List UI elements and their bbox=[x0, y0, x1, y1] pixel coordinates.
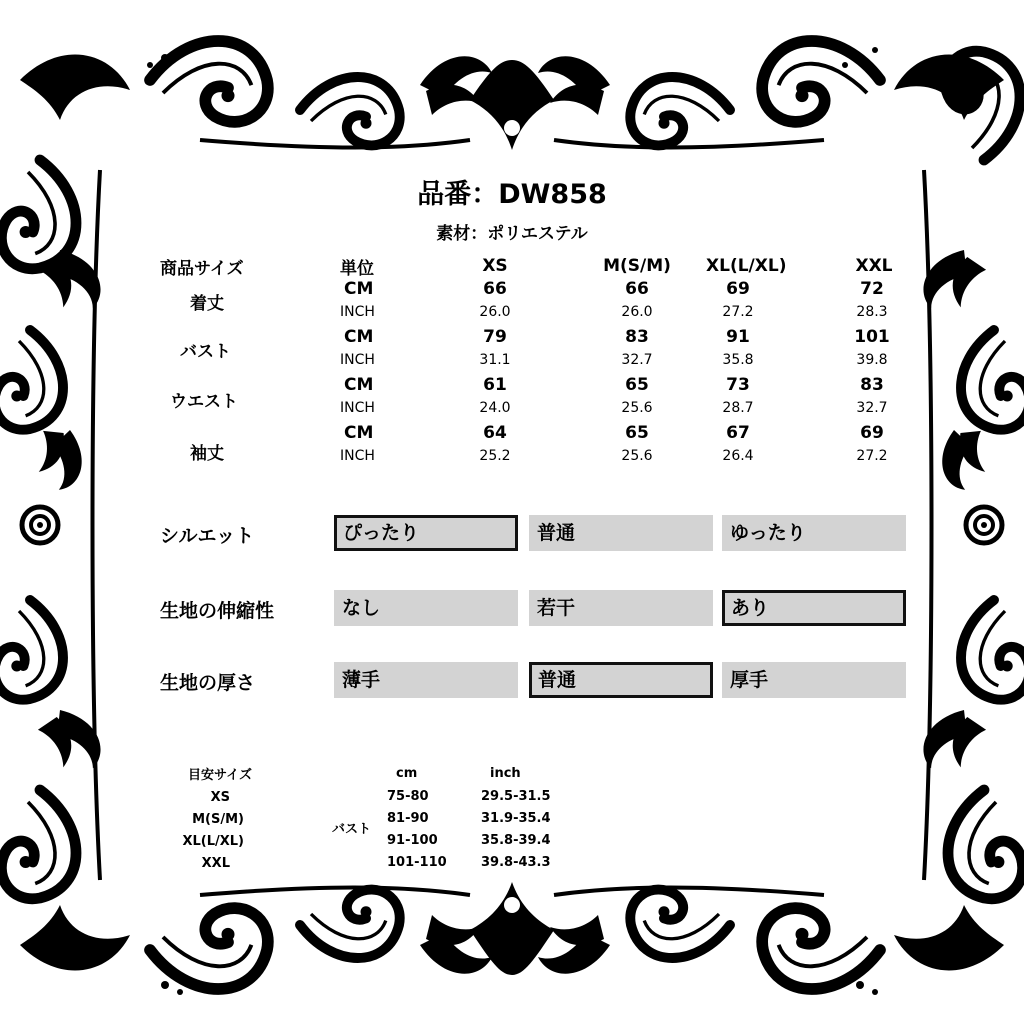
size-header-xs: XS bbox=[482, 256, 508, 276]
cell-value: 61 bbox=[483, 375, 507, 395]
cell-value: 101 bbox=[854, 327, 890, 347]
cell-value: 28.7 bbox=[722, 400, 754, 416]
cell-value: 66 bbox=[625, 279, 649, 299]
unit-cm: CM bbox=[344, 279, 374, 299]
size-guide-inch: 29.5-31.5 bbox=[481, 789, 551, 804]
row-label-waist: ウエスト bbox=[170, 392, 238, 412]
cell-value: 25.6 bbox=[621, 400, 653, 416]
cell-value: 27.2 bbox=[856, 448, 888, 464]
size-guide-cm-header: cm bbox=[396, 766, 418, 781]
size-guide-cm: 75-80 bbox=[387, 789, 429, 804]
cell-value: 64 bbox=[483, 423, 507, 443]
size-header-m: M(S/M) bbox=[603, 256, 671, 276]
cell-value: 67 bbox=[726, 423, 750, 443]
size-guide-inch-header: inch bbox=[490, 766, 521, 781]
size-guide-cm: 101-110 bbox=[387, 855, 447, 870]
size-guide-size: M(S/M) bbox=[192, 812, 244, 827]
size-guide-inch: 31.9-35.4 bbox=[481, 811, 551, 826]
cell-value: 25.2 bbox=[479, 448, 511, 464]
cell-value: 27.2 bbox=[722, 304, 754, 320]
cell-value: 69 bbox=[726, 279, 750, 299]
cell-value: 66 bbox=[483, 279, 507, 299]
cell-value: 25.6 bbox=[621, 448, 653, 464]
feature-label-thickness: 生地の厚さ bbox=[160, 672, 256, 694]
cell-value: 24.0 bbox=[479, 400, 511, 416]
material-text: 素材：ポリエステル bbox=[436, 224, 588, 244]
unit-cm: CM bbox=[344, 423, 374, 443]
row-label-length: 着丈 bbox=[190, 294, 224, 314]
option-fitted: ぴったり bbox=[334, 515, 518, 551]
option-loose: ゆったり bbox=[722, 515, 906, 551]
unit-inch: INCH bbox=[340, 352, 375, 368]
unit-header: 単位 bbox=[340, 259, 374, 279]
cell-value: 73 bbox=[726, 375, 750, 395]
size-guide-cm: 91-100 bbox=[387, 833, 438, 848]
size-guide-size: XL(L/XL) bbox=[182, 834, 244, 849]
product-code: 品番：DW858 bbox=[417, 179, 607, 210]
feature-label-silhouette: シルエット bbox=[160, 525, 255, 547]
size-guide-title: 目安サイズ bbox=[188, 768, 252, 783]
size-guide-size: XXL bbox=[201, 856, 230, 871]
row-label-sleeve: 袖丈 bbox=[190, 444, 224, 464]
cell-value: 83 bbox=[860, 375, 884, 395]
row-label-bust: バスト bbox=[180, 342, 231, 362]
size-guide-cm: 81-90 bbox=[387, 811, 429, 826]
cell-value: 35.8 bbox=[722, 352, 754, 368]
unit-cm: CM bbox=[344, 327, 374, 347]
cell-value: 72 bbox=[860, 279, 884, 299]
cell-value: 26.0 bbox=[479, 304, 511, 320]
size-guide-inch: 39.8-43.3 bbox=[481, 855, 551, 870]
size-guide-size: XS bbox=[210, 790, 230, 805]
option-slight: 若干 bbox=[529, 590, 713, 626]
cell-value: 26.0 bbox=[621, 304, 653, 320]
size-guide-inch: 35.8-39.4 bbox=[481, 833, 551, 848]
cell-value: 65 bbox=[625, 375, 649, 395]
size-header-label: 商品サイズ bbox=[160, 259, 244, 279]
unit-inch: INCH bbox=[340, 304, 375, 320]
cell-value: 31.1 bbox=[479, 352, 511, 368]
cell-value: 65 bbox=[625, 423, 649, 443]
unit-inch: INCH bbox=[340, 448, 375, 464]
size-header-xxl: XXL bbox=[855, 256, 893, 276]
unit-cm: CM bbox=[344, 375, 374, 395]
option-regular: 普通 bbox=[529, 515, 713, 551]
option-medium: 普通 bbox=[529, 662, 713, 698]
option-thin: 薄手 bbox=[334, 662, 518, 698]
option-thick: 厚手 bbox=[722, 662, 906, 698]
cell-value: 39.8 bbox=[856, 352, 888, 368]
cell-value: 69 bbox=[860, 423, 884, 443]
option-yes: あり bbox=[722, 590, 906, 626]
feature-label-stretch: 生地の伸縮性 bbox=[160, 600, 275, 622]
size-guide-measure: バスト bbox=[332, 822, 372, 837]
option-none: なし bbox=[334, 590, 518, 626]
cell-value: 79 bbox=[483, 327, 507, 347]
cell-value: 28.3 bbox=[856, 304, 888, 320]
cell-value: 32.7 bbox=[621, 352, 653, 368]
cell-value: 26.4 bbox=[722, 448, 754, 464]
cell-value: 91 bbox=[726, 327, 750, 347]
cell-value: 83 bbox=[625, 327, 649, 347]
size-header-xl: XL(L/XL) bbox=[706, 256, 787, 276]
cell-value: 32.7 bbox=[856, 400, 888, 416]
unit-inch: INCH bbox=[340, 400, 375, 416]
